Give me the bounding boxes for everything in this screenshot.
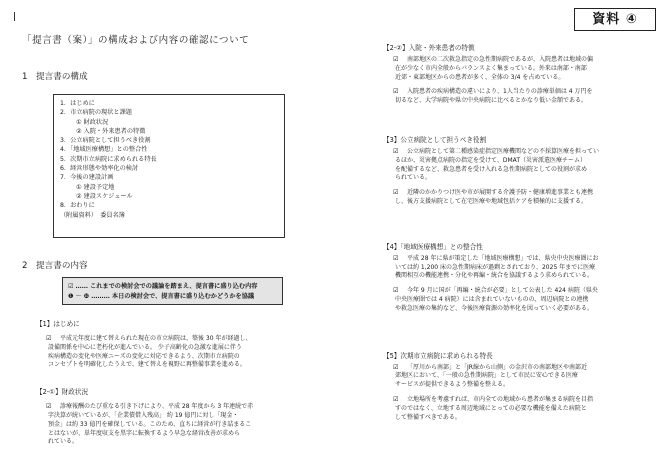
section1-heading: 1 提言書の構成 <box>22 72 88 82</box>
legend-text-numbered: ……… 本日の検討会で、提言書に盛り込むかどうかを協議 <box>91 293 255 300</box>
toc-item: （附属資料） 委員名簿 <box>60 211 125 219</box>
paragraph-line: 平成 28 年に県が策定した「地域医療構想」では、県央中央医療圏にお <box>407 254 599 262</box>
paragraph-line: 診療報酬のたび重なる引き下げにより、平成 28 年度から 3 年連続で赤 <box>60 403 254 411</box>
check-paragraph <box>395 396 593 422</box>
numbered-circle-icon: ❶ 〜 ❿ <box>68 293 90 300</box>
paragraph-line: とはないが、単年度収支を黒字に転換するよう早急な経営改善が求めら <box>48 429 241 437</box>
check-icon: ☑ <box>393 254 399 262</box>
toc-item: ① 財政状況 <box>76 118 109 126</box>
paragraph-line: を配備するなど、救急患者を受け入れる急性期病院としての役割が求め <box>395 165 588 173</box>
check-icon: ☑ <box>68 283 74 290</box>
check-icon: ☑ <box>46 403 52 411</box>
toc-item: 4．「地域医療構想」との整合性 <box>60 146 148 154</box>
check-paragraph <box>395 189 593 207</box>
check-icon: ☑ <box>393 287 399 295</box>
paragraph-line: 立地場所を考慮すれば、市内全ての地域から患者が集まる病院を目指 <box>407 396 594 403</box>
section2-heading: 2 提言書の内容 <box>22 261 88 271</box>
paragraph-line: 公立病院として第二種感染症指定医療機関などの不採算医療を担ってい <box>407 148 600 155</box>
paragraph-line: 近隣のかかりつけ医や市が展開する介護予防・健康増進事業とも連携 <box>407 189 594 197</box>
paragraph-line: 機関相互の機能連携・分化や再編・統合を協議するよう求められている。 <box>395 272 594 280</box>
document-title: 「提言書（案）」の構成および内容の確認について <box>22 35 250 46</box>
block-heading: 【2-②】入院・外来患者の特徴 <box>383 44 475 52</box>
paragraph-line: るほか、災害拠点病院の指定を受けて、DMAT（災害派遣医療チーム） <box>395 156 586 164</box>
paragraph-line: られている。 <box>395 174 432 182</box>
check-paragraph <box>395 255 598 281</box>
check-icon: ☑ <box>393 396 399 403</box>
paragraph-line: 平成元年度に建て替えられた現在の市立病院は、築後 30 年が経過し、 <box>60 335 252 342</box>
toc-item: ② 入院・外来患者の特徴 <box>76 127 146 135</box>
paragraph-line: 「厚川から南部」と「JR線から山側」の金沢市の南部地区や南部近 <box>407 363 587 371</box>
toc-box <box>53 94 285 238</box>
legend-line-checked <box>68 282 277 292</box>
toc-item: 1．はじめに <box>60 100 95 107</box>
paragraph-line: 中央医療圏では 4 病院）には含まれていないものの、周辺病院との連携 <box>395 295 589 303</box>
toc-item: 5．次期市立病院に求められる特長 <box>60 155 157 163</box>
paragraph-line: 今年 9 月に国が「再編・統合が必要」として公表した 424 病院（県央 <box>407 287 598 295</box>
toc-item: 8．おわりに <box>60 202 95 210</box>
paragraph-line: 在が少なく市内全般からバランスよく集まっている。外来は南部・南部 <box>395 64 587 72</box>
toc-item: 3．公立病院として担うべき役割 <box>60 137 151 145</box>
block-heading: 【1】はじめに <box>36 320 80 328</box>
corner-mark <box>14 12 15 21</box>
block-heading: 【3】公立病院として担うべき役割 <box>383 136 487 144</box>
paragraph-line: 字決算が続いているが、「企業債借入残高」 約 19 億円に対し「現金・ <box>48 411 239 419</box>
check-paragraph <box>395 287 598 313</box>
check-paragraph <box>48 403 253 447</box>
legend-text-checked: …… これまでの検討会での議論を踏まえ、提言書に盛り込む内容 <box>75 283 258 290</box>
check-icon: ☑ <box>46 335 52 342</box>
check-paragraph <box>395 148 599 183</box>
paragraph-line: 預金」は約 33 億円を確保している。このため、直ちに経営が行き詰まるこ <box>48 420 252 428</box>
document-badge: 資料 ④ <box>574 8 656 31</box>
check-icon: ☑ <box>393 189 399 197</box>
check-paragraph <box>395 88 592 106</box>
paragraph-line: 入院患者の疾病構造の違いにより、1人当たりの診療単価は 4 万円を <box>407 88 593 96</box>
legend-line-numbered <box>68 292 277 302</box>
toc-item: 2．市立病院の現状と課題 <box>60 109 132 117</box>
paragraph-line: いては約 1,200 床の急性期病床が過剰とされており、2025 年までに医療 <box>395 263 596 271</box>
check-icon: ☑ <box>393 148 399 155</box>
block-heading: 【2-①】財政状況 <box>36 388 89 397</box>
check-icon: ☑ <box>393 363 399 371</box>
paragraph-line: 郊地区において、「一般の急性期病院」として市民に安心できる医療 <box>395 372 578 380</box>
toc-item: 6．経営形態や効率化の検討 <box>60 165 139 173</box>
paragraph-line: 疾病構造の変化や医療ニーズの変化に対応できるよう、次期市立病院の <box>48 352 240 360</box>
toc-item: ① 建設予定地 <box>76 183 115 191</box>
check-paragraph <box>395 56 593 82</box>
toc-item: 7．今後の建設計画 <box>60 174 114 182</box>
check-paragraph <box>395 364 587 390</box>
paragraph-line: 設備関係を中心に老朽化が進んでいる。 少子高齢化の急激な進展に伴う <box>48 343 242 351</box>
paragraph-line: 切るなど、大学病院や県立中央病院に比べるとかなり低い金額である。 <box>395 97 588 105</box>
paragraph-line: れている。 <box>48 438 79 446</box>
paragraph-line: し、後方支援病院として在宅医療や地域包括ケアを積極的に支援する。 <box>395 197 588 205</box>
check-paragraph <box>48 335 251 370</box>
paragraph-line: や救急医療の集約など、今後医療資源の効率化を図っていく必要がある。 <box>395 304 594 312</box>
check-icon: ☑ <box>393 56 399 63</box>
block-heading: 【4】「地域医療構想」との整合性 <box>383 242 483 251</box>
paragraph-line: 南部地区の二次救急指定の急性期病院であるが、入院患者は地域の偏 <box>407 56 594 63</box>
block-heading: 【5】次期市立病院に求められる特長 <box>383 351 493 360</box>
paragraph-line: サービスが提供できるよう整備を整える。 <box>395 381 510 389</box>
toc-item: ② 建設スケジュール <box>76 192 133 200</box>
legend-box <box>62 277 283 305</box>
paragraph-line: コンセプトを明確化したうえで、建て替えを視野に再整備事業を進める。 <box>48 361 246 369</box>
paragraph-line: すのではなく、立地する周辺地域にとっての必要な機能を備えた病院と <box>395 404 587 412</box>
paragraph-line: 近郊・東部地区からの患者が多く、全体の 3/4 を占めている。 <box>395 73 565 81</box>
paragraph-line: して整備すべきである。 <box>395 413 461 421</box>
check-icon: ☑ <box>393 88 399 96</box>
